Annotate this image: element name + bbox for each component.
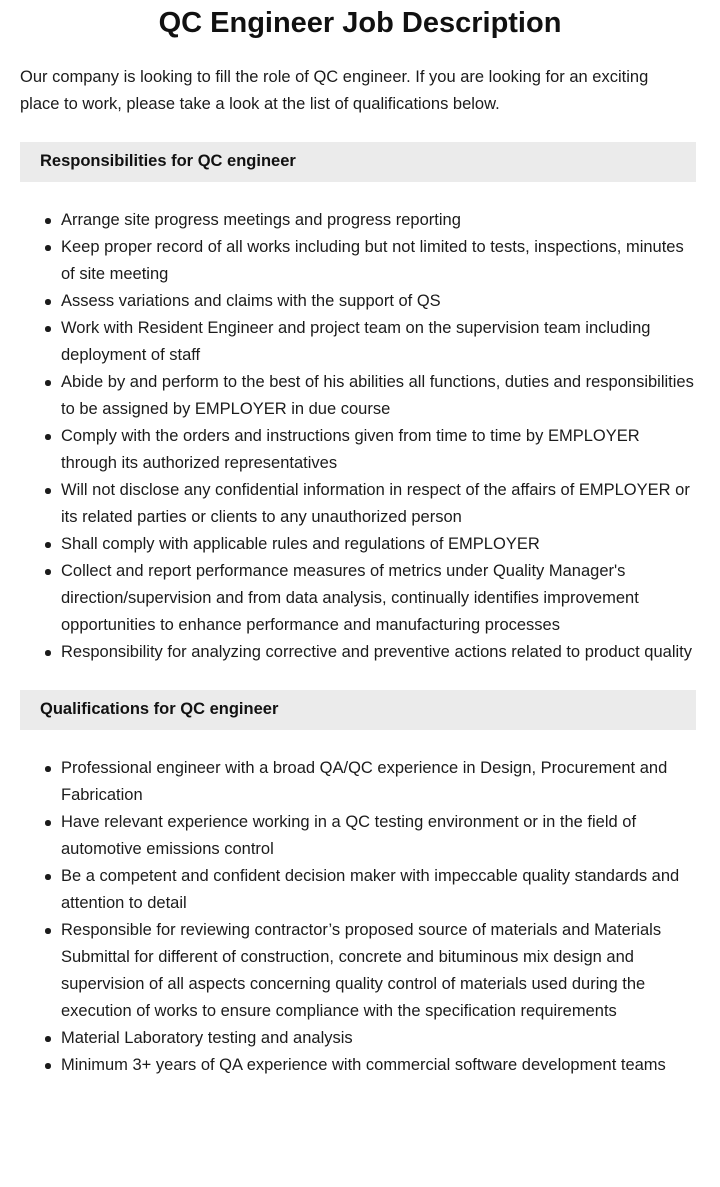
list-item: Assess variations and claims with the support of QS <box>61 288 695 315</box>
responsibilities-list <box>20 207 695 666</box>
page-title: QC Engineer Job Description <box>158 7 562 39</box>
qualifications-list <box>20 755 695 1079</box>
bottom-spacer <box>0 1079 720 1095</box>
list-item: Arrange site progress meetings and progress reporting <box>61 207 695 234</box>
list-item: Responsible for reviewing contractor’s proposed source of materials and Materials Submittal for different of construction, concrete and bituminous mix design and supervision of all aspects concerning quality control of materials used during the execution of works to ensure compliance with the specification requirements <box>61 917 695 1025</box>
list-item: Shall comply with applicable rules and regulations of EMPLOYER <box>61 531 695 558</box>
list-item: Comply with the orders and instructions given from time to time by EMPLOYER through its authorized representatives <box>61 423 695 477</box>
list-item: Abide by and perform to the best of his abilities all functions, duties and responsibilities to be assigned by EMPLOYER in due course <box>61 369 695 423</box>
responsibilities-heading: Responsibilities for QC engineer <box>20 142 696 182</box>
list-item: Keep proper record of all works including but not limited to tests, inspections, minutes of site meeting <box>61 234 695 288</box>
list-item: Collect and report performance measures of metrics under Quality Manager's direction/supervision and from data analysis, continually identifies improvement opportunities to enhance performance and manufacturing processes <box>61 558 695 639</box>
list-item: Work with Resident Engineer and project team on the supervision team including deployment of staff <box>61 315 695 369</box>
list-item: Will not disclose any confidential information in respect of the affairs of EMPLOYER or its related parties or clients to any unauthorized person <box>61 477 695 531</box>
list-item: Responsibility for analyzing corrective and preventive actions related to product quality <box>61 639 695 666</box>
responsibilities-section <box>0 142 720 666</box>
list-item: Have relevant experience working in a QC testing environment or in the field of automotive emissions control <box>61 809 695 863</box>
qualifications-heading: Qualifications for QC engineer <box>20 690 696 730</box>
list-item: Be a competent and confident decision maker with impeccable quality standards and attention to detail <box>61 863 695 917</box>
list-item: Professional engineer with a broad QA/QC experience in Design, Procurement and Fabrication <box>61 755 695 809</box>
intro-paragraph: Our company is looking to fill the role of QC engineer. If you are looking for an exciting place to work, please take a look at the list of qualifications below. <box>20 68 649 113</box>
list-item: Minimum 3+ years of QA experience with commercial software development teams <box>61 1052 695 1079</box>
qualifications-section <box>0 690 720 1079</box>
list-item: Material Laboratory testing and analysis <box>61 1025 695 1052</box>
